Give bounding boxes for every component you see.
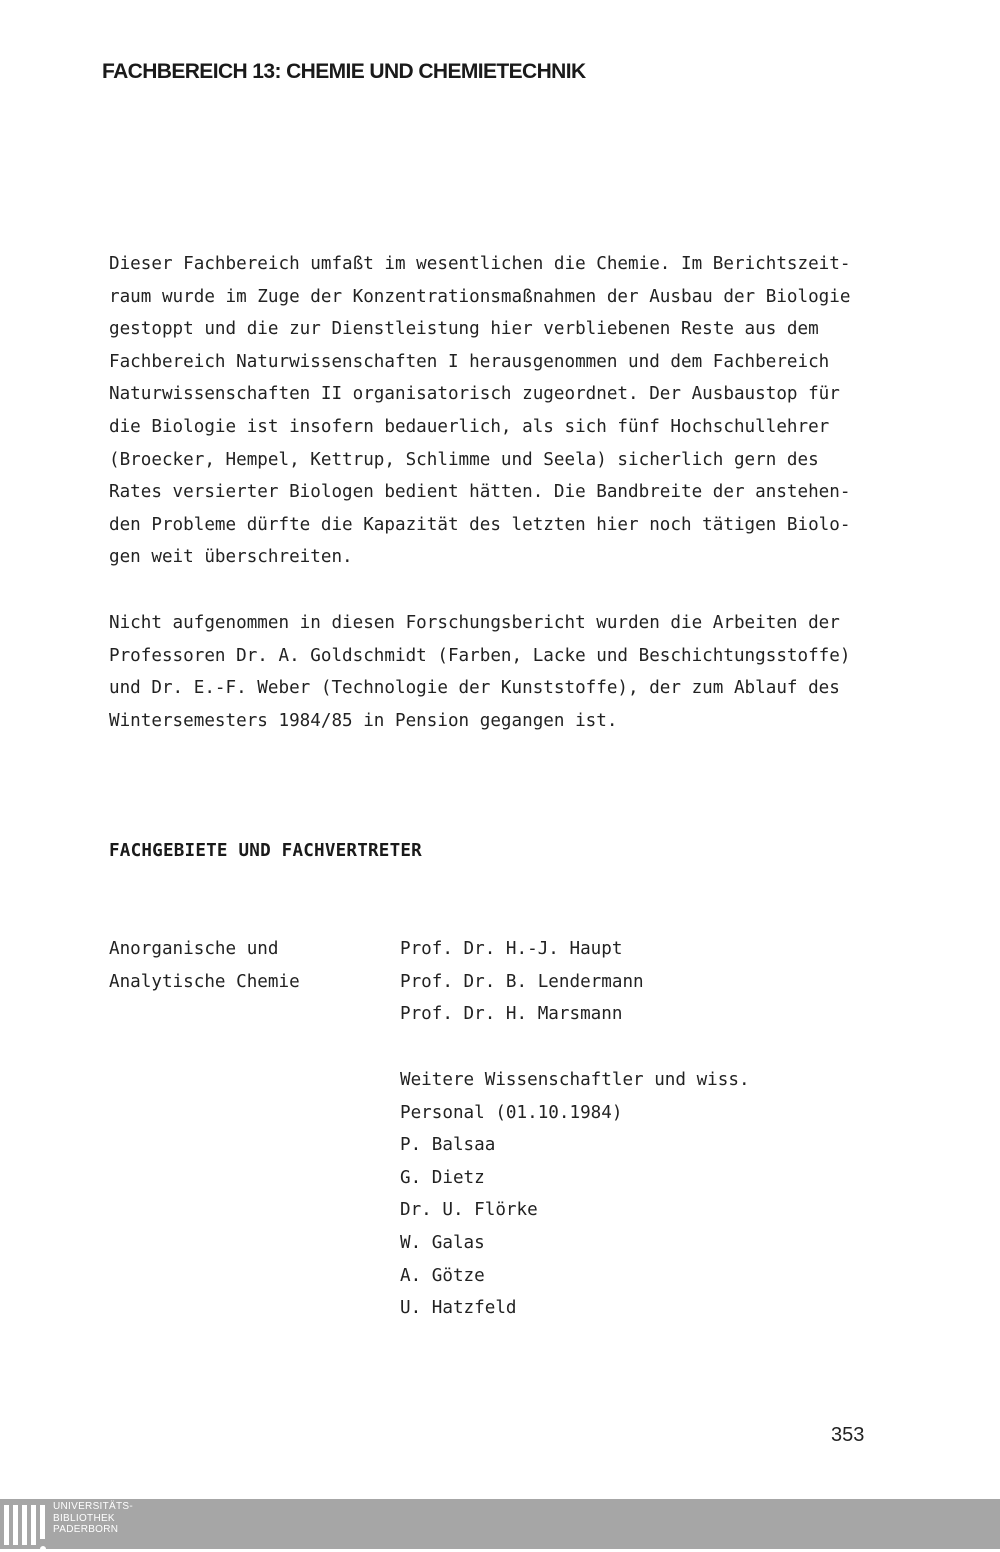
intro-line: Dieser Fachbereich umfaßt im wesentlichen die Chemie. Im Berichtszeit- <box>109 254 851 274</box>
library-line: BIBLIOTHEK <box>53 1512 115 1524</box>
intro-line: die Biologie ist insofern bedauerlich, als sich fünf Hochschullehrer <box>109 416 830 437</box>
intro-line: Rates versierter Biologen bedient hätten. Die Bandbreite der anstehen- <box>109 482 851 503</box>
library-line: UNIVERSITÄTS- <box>53 1501 134 1512</box>
professor-item: Prof. Dr. H. Marsmann <box>400 1004 623 1025</box>
intro-line: gestoppt und die zur Dienstleistung hier verbliebenen Reste aus dem <box>109 319 819 340</box>
staff-item: G. Dietz <box>400 1167 485 1188</box>
professor-item: Prof. Dr. H.-J. Haupt <box>400 939 623 959</box>
note-line: und Dr. E.-F. Weber (Technologie der Kunststoffe), der zum Ablauf des <box>109 678 840 699</box>
staff-item: W. Galas <box>400 1232 485 1253</box>
field-name <box>109 933 300 998</box>
staff-heading: Weitere Wissenschaftler und wiss. <box>400 1070 750 1090</box>
staff-heading: Personal (01.10.1984) <box>400 1102 623 1123</box>
staff-list <box>400 1064 750 1325</box>
intro-paragraph <box>109 248 869 574</box>
staff-item: A. Götze <box>400 1265 485 1286</box>
page-title: FACHBEREICH 13: CHEMIE UND CHEMIETECHNIK <box>102 60 586 83</box>
staff-item: U. Hatzfeld <box>400 1298 517 1319</box>
field-line: Analytische Chemie <box>109 971 300 992</box>
intro-line: raum wurde im Zuge der Konzentrationsmaßnahmen der Ausbau der Biologie <box>109 286 851 307</box>
staff-item: Dr. U. Flörke <box>400 1200 538 1221</box>
page-number: 353 <box>831 1424 865 1446</box>
note-line: Wintersemesters 1984/85 in Pension gegangen ist. <box>109 710 618 731</box>
note-line: Nicht aufgenommen in diesen Forschungsbericht wurden die Arbeiten der <box>109 613 840 633</box>
note-paragraph <box>109 607 869 737</box>
library-line: PADERBORN <box>53 1524 119 1535</box>
staff-item: P. Balsaa <box>400 1135 496 1156</box>
intro-line: gen weit überschreiten. <box>109 547 353 568</box>
library-footer <box>0 1499 1000 1549</box>
intro-line: Naturwissenschaften II organisatorisch zugeordnet. Der Ausbaustop für <box>109 384 840 405</box>
professor-item: Prof. Dr. B. Lendermann <box>400 971 644 992</box>
intro-line: (Broecker, Hempel, Kettrup, Schlimme und Seela) sicherlich gern des <box>109 449 819 470</box>
intro-line: Fachbereich Naturwissenschaften I herausgenommen und dem Fachbereich <box>109 351 830 372</box>
field-line: Anorganische und <box>109 939 279 959</box>
intro-line: den Probleme dürfte die Kapazität des letzten hier noch tätigen Biolo- <box>109 514 851 535</box>
library-logo-icon <box>4 1505 48 1545</box>
library-name <box>53 1501 133 1536</box>
section-title: FACHGEBIETE UND FACHVERTRETER <box>109 841 422 861</box>
note-line: Professoren Dr. A. Goldschmidt (Farben, Lacke und Beschichtungsstoffe) <box>109 645 851 666</box>
professor-list <box>400 933 644 1031</box>
